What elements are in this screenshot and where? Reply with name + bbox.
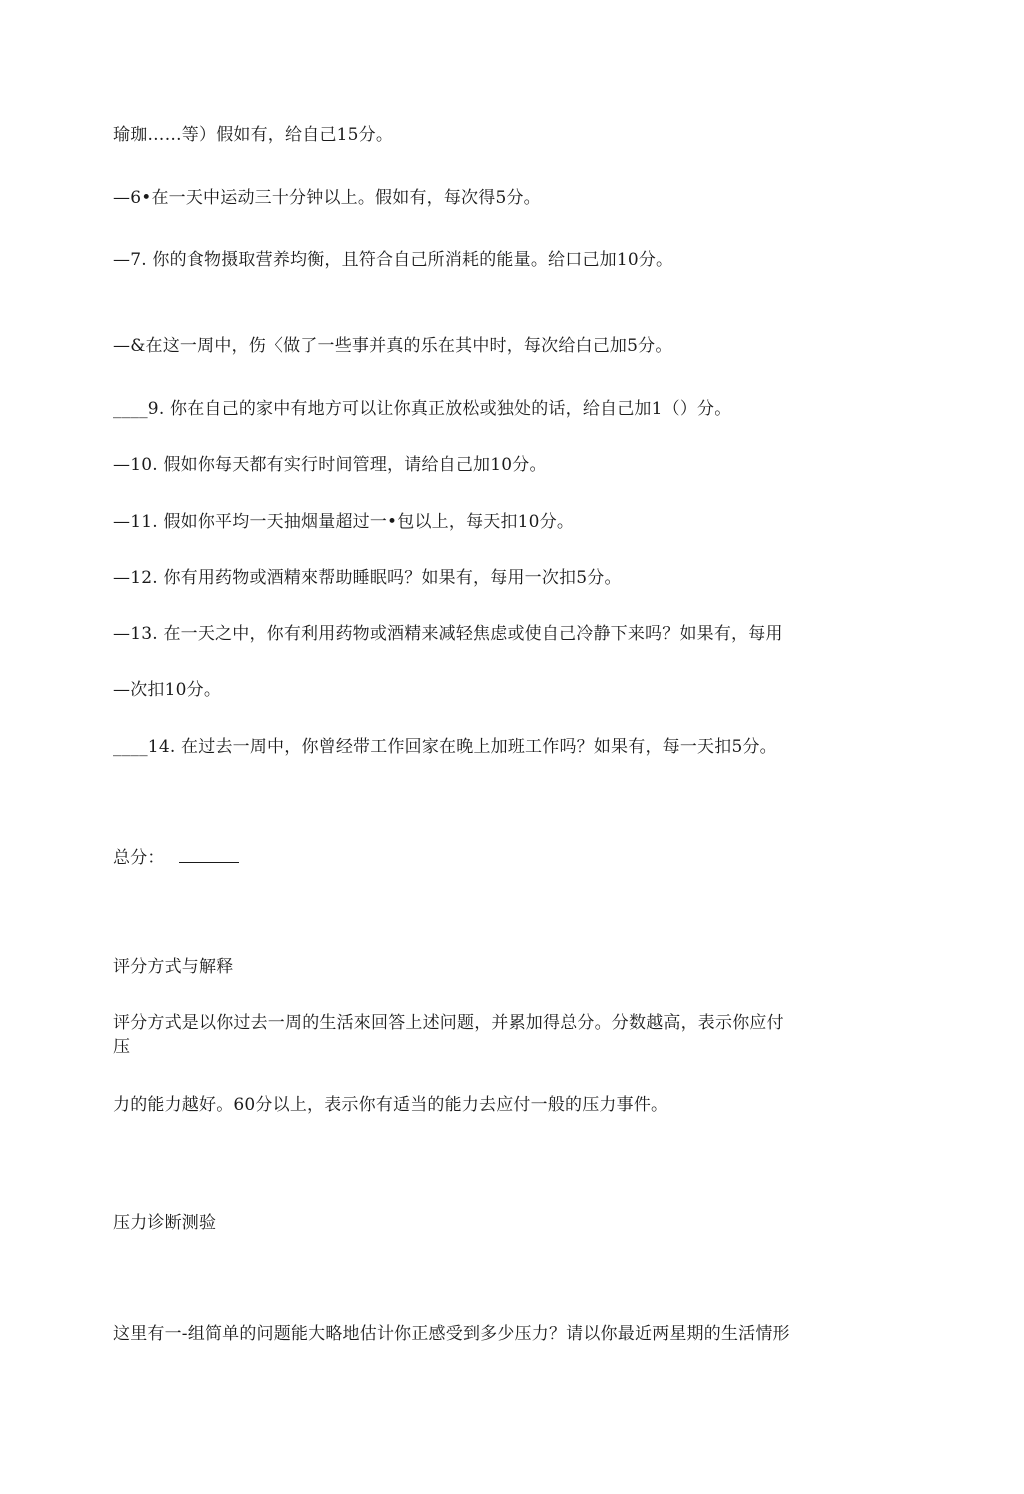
scoring-paragraph-line-1: 评分方式是以你过去一周的生活來回答上述问题，并累加得总分。分数越高，表示你应付 (113, 1013, 784, 1033)
item-13: —13. 在一天之中，你有利用药物或酒精来减轻焦虑或使自己冷静下来吗？如果有，每用 (113, 624, 783, 644)
total-score-row (113, 847, 239, 869)
item-7: —7. 你的食物摄取营养均衡，且符合自己所消耗的能量。给口己加10分。 (113, 250, 674, 270)
item-6: —6•在一天中运动三十分钟以上。假如有，每次得5分。 (113, 188, 541, 208)
total-score-blank[interactable] (179, 848, 239, 863)
item-8: —&在这一周中，伤〈做了一些事并真的乐在其中时，每次给白己加5分。 (113, 336, 673, 356)
scoring-paragraph-line-2: 力的能力越好。60分以上，表示你有适当的能力去应付一般的压力事件。 (113, 1095, 669, 1115)
scoring-paragraph-wrap: 压 (113, 1037, 131, 1057)
stress-test-heading: 压力诊断测验 (113, 1213, 217, 1233)
item-14: ____14. 在过去一周中，你曾经带工作回家在晚上加班工作吗？如果有，每一天扣5分。 (113, 737, 777, 757)
item-12: —12. 你有用药物或酒精來帮助睡眠吗？如果有，每用一次扣5分。 (113, 568, 622, 588)
item-13-continuation: —次扣10分。 (113, 680, 222, 700)
item-10: —10. 假如你每天都有实行时间管理，请给自己加10分。 (113, 455, 547, 475)
total-score-label: 总分： (113, 848, 165, 868)
item-5-continuation: 瑜珈……等）假如有，给自己15分。 (113, 125, 394, 145)
item-9: ____9. 你在自己的家中有地方可以让你真正放松或独处的话，给自己加1（）分。 (113, 399, 732, 419)
scoring-heading: 评分方式与解释 (113, 957, 234, 977)
item-11: —11. 假如你平均一天抽烟量超过一•包以上，每天扣10分。 (113, 512, 575, 532)
stress-test-intro: 这里有一-组简单的问题能大略地估计你正感受到多少压力？请以你最近两星期的生活情形 (113, 1324, 790, 1344)
